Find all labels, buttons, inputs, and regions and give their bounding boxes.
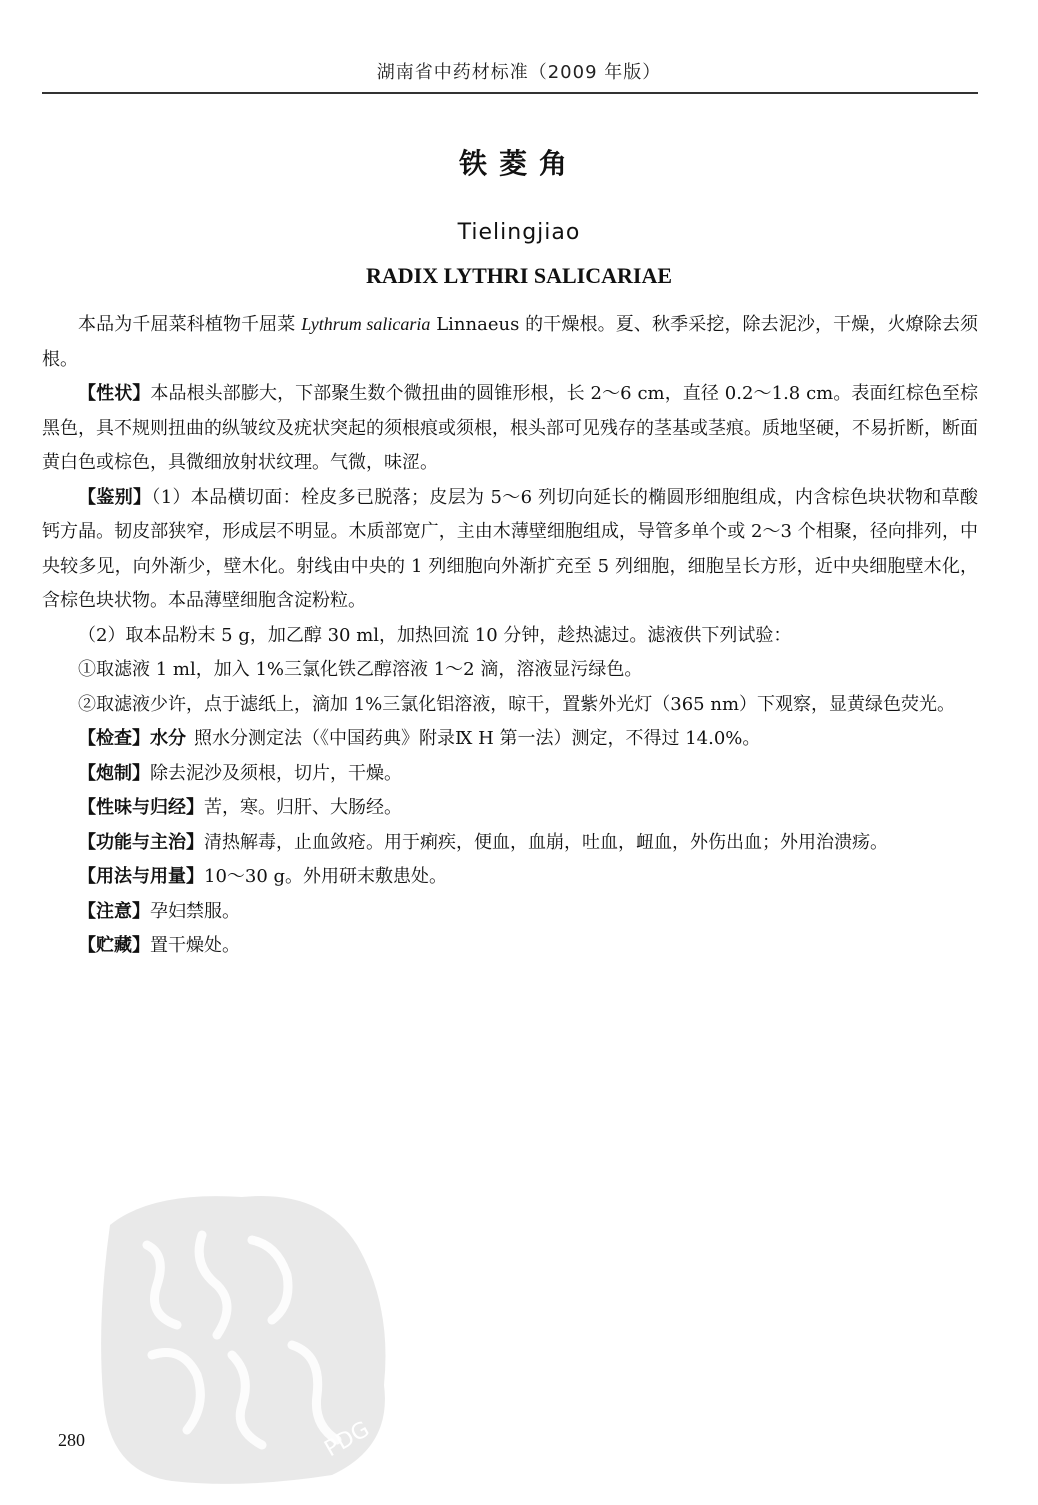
section-text: 除去泥沙及须根，切片，干燥。 [150, 762, 402, 784]
section-text: 照水分测定法（《中国药典》附录Ⅸ H 第一法）测定，不得过 14.0%。 [194, 728, 761, 749]
monograph-pinyin: Tielingjiao [457, 220, 581, 245]
identification-test-2-a: ①取滤液 1 ml，加入 1%三氯化铁乙醇溶液 1～2 滴，溶液显污绿色。 [78, 659, 643, 680]
section-label: 【炮制】 [78, 762, 150, 784]
section-text: 苦，寒。归肝、大肠经。 [204, 797, 402, 818]
intro-paragraph [42, 307, 978, 377]
identification-test-2-b: ②取滤液少许，点于滤纸上，滴加 1%三氯化铝溶液，晾干，置紫外光灯（365 nm）下观察，显黄绿色荧光。 [78, 693, 956, 715]
section-precautions [42, 895, 978, 930]
section-examination [42, 722, 978, 757]
section-text: （1）本品横切面：栓皮多已脱落；皮层为 5～6 列切向延长的椭圆形细胞组成，内含棕色块状物和草酸钙方晶。韧皮部狭窄，形成层不明显。木质部宽广，主由木薄壁细胞组成，导管多单个或 2～3 个相聚，径向排列，中央较多见，向外渐少，壁木化。射线由中央的 1 列细胞向外渐扩充至 5 列细胞，细胞呈长方形，近中央细胞壁木化，含棕色块状物。本品薄壁细胞含淀粉粒。 [42, 486, 979, 611]
section-storage [42, 929, 978, 964]
section-text: 本品根头部膨大，下部聚生数个微扭曲的圆锥形根，长 2～6 cm，直径 0.2～1.8 cm。表面红棕色至棕黑色，具不规则扭曲的纵皱纹及疣状突起的须根痕或须根，根头部可见残存的茎基或茎痕。质地坚硬，不易折断，断面黄白色或棕色，具微细放射状纹理。气微，味涩。 [42, 383, 978, 473]
sub-label-water: 水分 [150, 728, 186, 749]
page-number: 280 [58, 1430, 85, 1450]
section-function [42, 826, 978, 861]
section-characters [42, 377, 978, 481]
section-text: 10～30 g。外用研末敷患处。 [204, 866, 448, 887]
section-processing [42, 757, 978, 792]
watermark-seal [92, 1185, 412, 1490]
section-text: 孕妇禁服。 [150, 900, 240, 922]
section-label: 【性状】 [78, 383, 151, 404]
running-header: 湖南省中药材标准（2009 年版） [376, 62, 662, 83]
monograph-body [42, 307, 978, 964]
section-label: 【注意】 [78, 900, 150, 922]
section-dosage [42, 860, 978, 895]
watermark-pdg-text: PDG [320, 1416, 374, 1463]
section-identification [42, 481, 978, 619]
section-label: 【检查】 [78, 728, 150, 749]
monograph-title: 铁菱角 [458, 147, 579, 180]
section-property [42, 791, 978, 826]
section-label: 【功能与主治】 [78, 831, 204, 853]
intro-text-after: Linnaeus 的干燥根。夏、秋季采挖，除去泥沙，干燥，火燎除去须根。 [42, 314, 978, 370]
section-text: 清热解毒，止血敛疮。用于痢疾，便血，血崩，吐血，衄血，外伤出血；外用治溃疡。 [204, 831, 888, 853]
section-label: 【用法与用量】 [78, 866, 204, 887]
monograph-latin-name: RADIX LYTHRI SALICARIAE [365, 263, 673, 288]
section-text: 置干燥处。 [150, 935, 240, 956]
identification-test-2: （2）取本品粉末 5 g，加乙醇 30 ml，加热回流 10 分钟，趁热滤过。滤液供下列试验： [78, 624, 792, 646]
section-label: 【鉴别】 [78, 486, 152, 508]
species-latin-name: Lythrum salicaria [301, 314, 431, 334]
header-rule [42, 92, 978, 94]
section-label: 【性味与归经】 [78, 797, 204, 818]
intro-text-before: 本品为千屈菜科植物千屈菜 [78, 314, 302, 335]
section-label: 【贮藏】 [78, 935, 150, 956]
